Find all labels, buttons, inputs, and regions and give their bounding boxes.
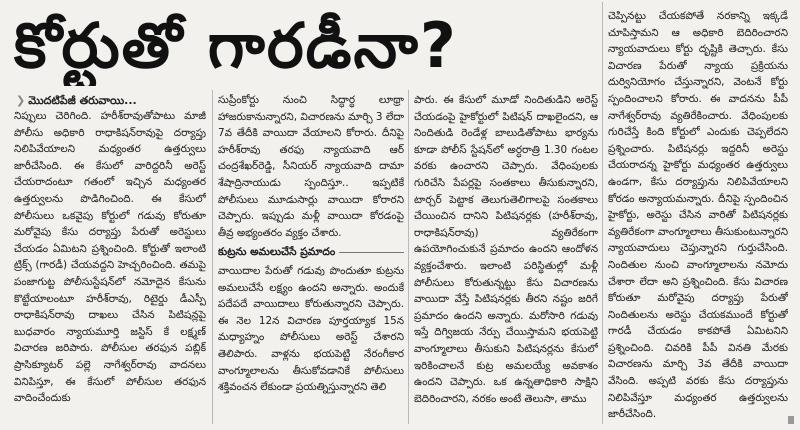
- article-column-1: [14, 108, 206, 426]
- paragraph: సుప్రీంకోర్టు నుంచి సిద్ధార్థ లూథ్రా హాజరుకానున్నారని, విచారణను మార్చి 3 లేదా 7వ తేదీకి వాయిదా వేయాలని కోరారు. దీనిపై హరీశ్‌రావు తరఫు న్యాయవాది ఆర్ చంద్రశేఖర్‌రెడ్డి, సీనియర్ న్యాయవాది దామా శేషాద్రినాయుడు స్పందిస్తూ.. ఇప్పటికే పోలీసులు మూడుసార్లు వాయిదా కోరారని చెప్పారు. ఇప్పుడు మళ్లీ వాయిదా కోరడంపై తీవ్ర అభ్యంతరం వ్యక్తం చేశారు.: [218, 94, 404, 239]
- section-heading: [218, 244, 404, 261]
- article-column-3: [414, 92, 598, 426]
- continuation-text: మొదటిపేజీ తరువాయి...: [28, 94, 137, 107]
- article-column-2: [218, 92, 404, 426]
- paragraph: నిప్పులు చెరిగింది. హరీశ్‌రావుతోపాటు మాజీ పోలీసు అధికారి రాధాకిషన్‌రావుపై దర్యాప్తు నిలిపివేయాలని మధ్యంతర ఉత్తర్వులు జారీచేసింది. ఈ కేసులో వారిద్దరినీ అరెస్ట్ చేయరాదంటూ గతంలో ఇచ్చిన మధ్యంతర ఉత్తర్వులను పొడిగించింది. ఈ కేసులో పోలీసులు ఒకవైపు కోర్టులో గడువు కోరుతూ మరోవైపు కేసు దర్యాప్తు పేరుతో అరెస్టులు చేయడం ఏమిటని ప్రశ్నించింది. కోర్టుతో ఇలాంటి ట్రిక్స్ (గారడీ) చేయవద్దని హెచ్చరించింది. తమపై పంజాగుట్ట పోలీసుస్టేషన్‌లో నమోదైన కేసును కొట్టేయాలంటూ హరీశ్‌రావు, రిటైర్డు డీఎస్పీ రాధాకిషన్‌రావు దాఖలు చేసిన పిటిషన్లపై బుధవారం న్యాయమూర్తి జస్టిస్ కే లక్ష్మణ్ విచారణ జరిపారు. పోలీసుల తరఫున పబ్లిక్ ప్రాసిక్యూటర్ పల్లె నాగేశ్వర్‌రావు వాదనలు వినిపిస్తూ, ఈ కేసులో పోలీసుల తరఫున వాదించేందుకు: [14, 110, 206, 405]
- chevron-right-icon: ❯: [16, 94, 26, 107]
- section-heading-rule: [339, 252, 404, 253]
- headline: కోర్టుతో గారడీనా?: [14, 9, 458, 82]
- paragraph: చెప్పినట్టు చేయకపోతే నరకాన్ని ఇక్కడే చూపిస్తామని ఆ అధికారి బెదిరించారని న్యాయవాదులు కోర్టు దృష్టికి తెచ్చారు. కేసు విచారణ పేరుతో న్యాయ ప్రక్రియను దుర్వినియోగం చేస్తున్నారని, వెంటనే కోర్టు స్పందించాలని కోరారు. ఈ వాదనను పీపీ నాగేశ్వర్‌రావు వ్యతిరేకించారు. వేధింపులకు గురిచేస్తే కింది కోర్టులో ఎందుకు చెప్పలేదని ప్రశ్నించారు. పిటిషనర్లు ఇద్దరినీ అరెస్టు చేయరాదన్న హైకోర్టు మధ్యంతర ఉత్తర్వులు ఉండగా, కేసు దర్యాప్తును నిలిపివేయాలని కోరడం అన్యాయమన్నారు. దీనిపై స్పందించిన హైకోర్టు, అరెస్టు చేసిన వారితో పిటిషనర్లకు వ్యతిరేకంగా వాంగ్మూలాలు తీసుకుంటున్నారని న్యాయవాదులు చెప్తున్నారని గుర్తుచేసింది. నిందితుల నుంచి వాంగ్మూలాలను నమోదు చేశారా లేదా అని ప్రశ్నించింది. కేసు విచారణ కోరుతూ మరోవైపు దర్యాప్తు పేరుతో నిందితులను అరెస్టు చేయకముందే కోర్టుతో గారడీ చేయడం కాకపోతే ఏమిటనిని ప్రశ్నించింది. చివరికి పీపీ వినతి మేరకు విచారణను మార్చి 3వ తేదీకి వాయిదా వేసింది. అప్పటి వరకు కేసు దర్యాప్తును నిలిపివేస్తూ మధ్యంతర ఉత్తర్వులను జారీచేసింది.: [608, 10, 788, 421]
- paragraph: పారు. ఈ కేసులో మూడో నిందితుడిని అరెస్ట్ చేయడంపై హైకోర్టులో పిటిషన్ దాఖలైందని, ఆ నిందితుడి రెండేళ్ల బాలుడితోపాటు భార్యను కూడా పోలీస్ స్టేషన్‌లో అర్ధరాత్రి 1.30 గంటల వరకు ఉంచారని చెప్పారు. వేధింపులకు గురిచేసి పేపర్లపై సంతకాలు తీసుకున్నారని, టార్చర్ పెట్టాక తెలుగుతెలిగాలపై సంతకాలు చేయించిన దానిని పిటిషనర్లకు (హరీశ్‌రావు, రాధాకిషన్‌రావు) వ్యతిరేకంగా ఉపయోగించుకునే ప్రమాదం ఉందని ఆందోళన వ్యక్తంచేశారు. ఇలాంటి పరిస్థితుల్లో మళ్లీ పోలీసులు కోరుతున్నట్టు కేసు విచారణను వాయిదా వేస్తే పిటిషనర్లకు తీరని నష్టం జరిగే ప్రమాదం ఉందని అన్నారు. మరోసారి గడువు ఇస్తే దిగ్విజయ నేర్పు చేయిస్తామని భయపెట్టి వాంగ్మూలాలు తీసుకుని పిటిషనర్లను కేసులో ఇరికించాలనే కుట్ర అమలయ్యే అవకాశం ఉందని చెప్పారు. ఒక ఉన్నతాధికారి సాక్షిని బెదిరించారని, నరకం అంటే తెలుసా, తాము: [414, 94, 598, 405]
- article-column-4: [608, 8, 788, 426]
- column-divider: [602, 2, 603, 424]
- column-divider: [408, 90, 409, 424]
- section-heading-text: కుట్రను అమలుచేసే ప్రమాదం: [218, 246, 336, 259]
- column-divider: [212, 90, 213, 424]
- corner-marker: [788, 416, 794, 424]
- paragraph: వాయిదాల పేరుతో గడువు పొందుతూ కుట్రను అమలుచేసే లక్ష్యం ఉందని అన్నారు. అందుకే పదేపదే వాయిదాలు కోరుతున్నారని చెప్పారు. ఈ నెల 12న విచారణ పూర్తయ్యాక 15న మధ్యాహ్నం పోలీసులు అరెస్ట్ చేశారని తెలిపారు. వాళ్లను భయపెట్టి నేరంగీకార వాంగ్మూలాలను తీసుకోవడానికే పోలీసులు శక్తివంచన లేకుండా ప్రయత్నిస్తున్నారని తెలి: [218, 264, 404, 394]
